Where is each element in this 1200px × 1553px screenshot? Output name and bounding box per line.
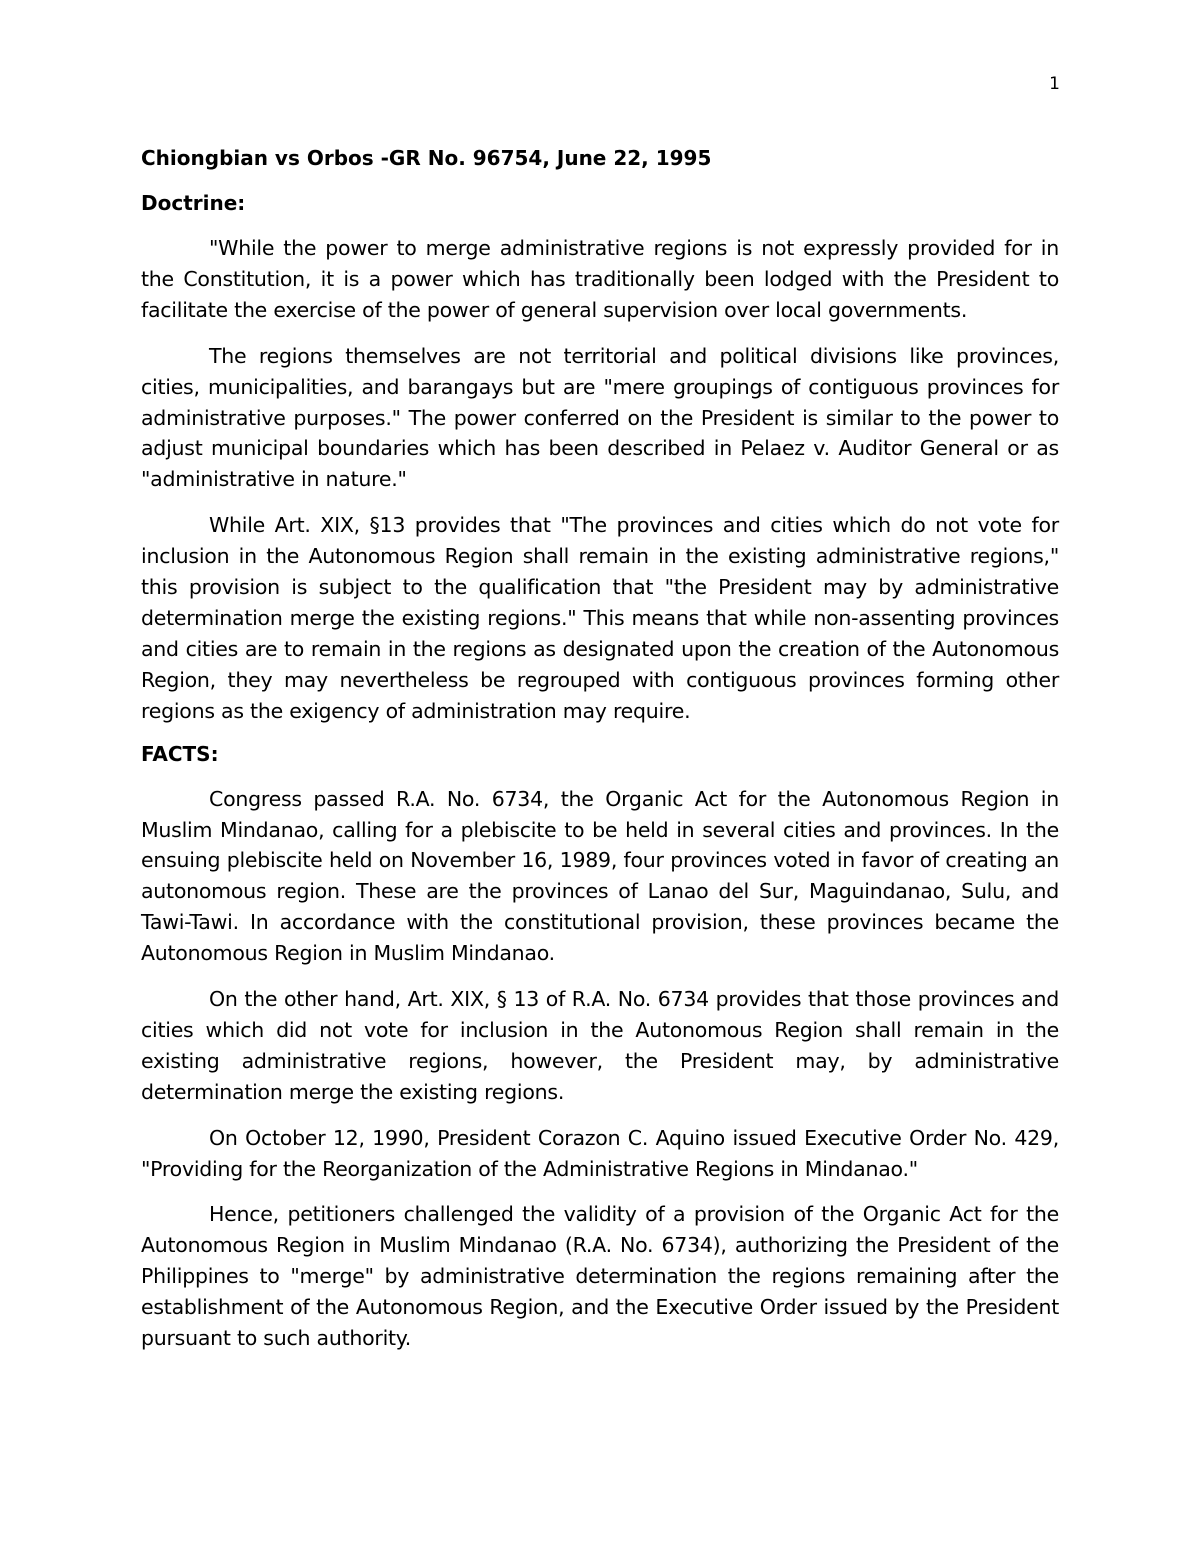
facts-paragraph: On the other hand, Art. XIX, § 13 of R.A. No. 6734 provides that those provinces and cities which did not vote for inclusion in the Autonomous Region shall remain in the existing administrative regions, however, the President may, by administrative determination merge the existing regions. [141,987,1059,1104]
case-title: Chiongbian vs Orbos -GR No. 96754, June 22, 1995 [141,146,712,170]
document-body [141,143,1059,1354]
doctrine-paragraph: The regions themselves are not territorial and political divisions like provinces, cities, municipalities, and barangays but are "mere groupings of contiguous provinces for administrative purposes." The power conferred on the President is similar to the power to adjust municipal boundaries which has been described in Pelaez v. Auditor General or as "administrative in nature." [141,343,1059,492]
page-number: 1 [1049,74,1060,94]
doctrine-heading: Doctrine: [141,191,246,215]
facts-paragraph: Hence, petitioners challenged the validity of a provision of the Organic Act for the Autonomous Region in Muslim Mindanao (R.A. No. 6734), authorizing the President of the Philippines to "merge" by administrative determination the regions remaining after the establishment of the Autonomous Region, and the Executive Order issued by the President pursuant to such authority. [141,1202,1059,1351]
facts-heading: FACTS: [141,741,219,766]
facts-paragraph: Congress passed R.A. No. 6734, the Organic Act for the Autonomous Region in Muslim Mindanao, calling for a plebiscite to be held in several cities and provinces. In the ensuing plebiscite held on November 16, 1989, four provinces voted in favor of creating an autonomous region. These are the provinces of Lanao del Sur, Maguindanao, Sulu, and Tawi-Tawi. In accordance with the constitutional provision, these provinces became the Autonomous Region in Muslim Mindanao. [141,786,1059,966]
facts-paragraph: On October 12, 1990, President Corazon C. Aquino issued Executive Order No. 429, "Providing for the Reorganization of the Administrative Regions in Mindanao." [141,1125,1059,1181]
doctrine-paragraph: While Art. XIX, §13 provides that "The provinces and cities which do not vote for inclusion in the Autonomous Region shall remain in the existing administrative regions," this provision is subject to the qualification that "the President may by administrative determination merge the existing regions." This means that while non-assenting provinces and cities are to remain in the regions as designated upon the creation of the Autonomous Region, they may nevertheless be regrouped with contiguous provinces forming other regions as the exigency of administration may require. [141,513,1059,723]
doctrine-paragraph: "While the power to merge administrative regions is not expressly provided for in the Constitution, it is a power which has traditionally been lodged with the President to facilitate the exercise of the power of general supervision over local governments. [141,236,1059,322]
